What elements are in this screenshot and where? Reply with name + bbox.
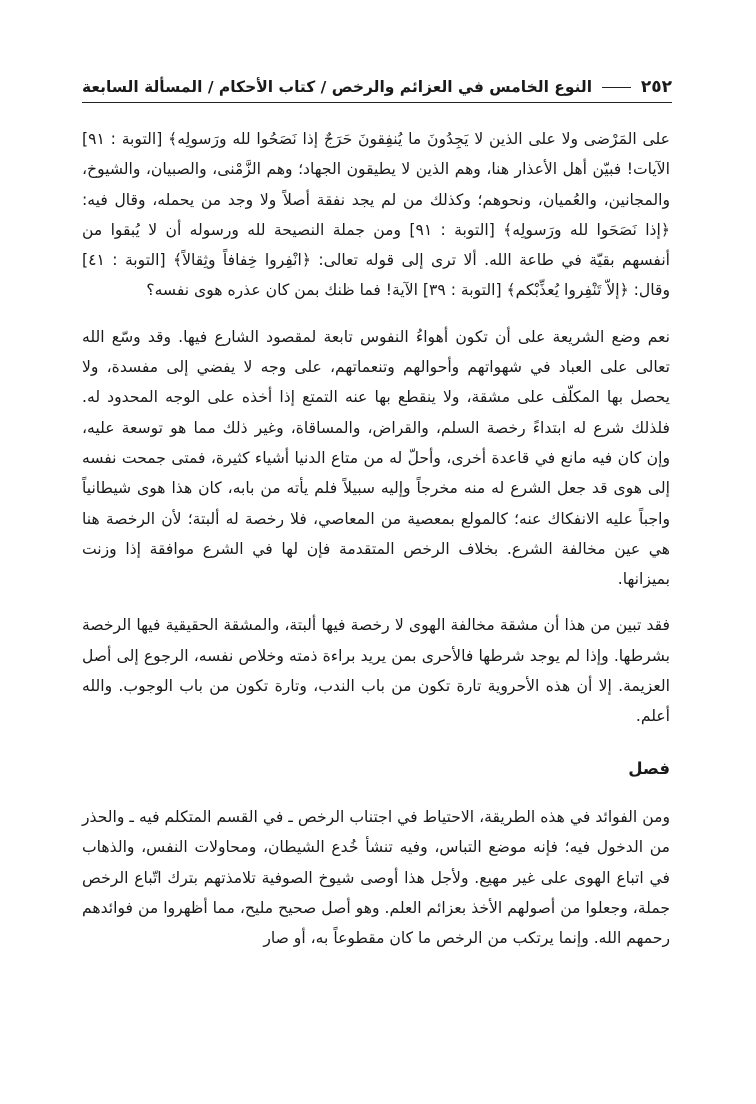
paragraph: فقد تبين من هذا أن مشقة مخالفة الهوى لا رخصة فيها ألبتة، والمشقة الحقيقية فيها الرخصة بشرطها. وإذا لم يوجد شرطها فالأحرى بمن يريد براءة ذمته وخلاص نفسه، الرجوع إلى أصل العزيمة. إلا أن هذه الأحروية تارة تكون من باب الندب، وتارة تكون من باب الوجوب. والله أعلم. xyxy=(82,616,670,726)
main-text xyxy=(82,124,670,953)
paragraph: على المَرْضى ولا على الذين لا يَجِدُونَ ما يُنفِقونَ حَرَجٌ إذا نَصَحُوا لله ورَسولِه﴾ [التوبة : ٩١] الآيات! فبيّن أهل الأعذار هنا، وهم الذين لا يطيقون الجهاد؛ وهم الزَّمْنى، والصبيان، والشيوخ، والمجانين، والعُميان، ونحوهم؛ وكذلك من لم يجد نفقة أصلاً ولا وجد من يحمله، وقال فيه: ﴿إذا نَصَحَوا لله ورَسولِه﴾ [التوبة : ٩١] ومن جملة النصيحة لله ورسوله أن لا يُبقوا من أنفسهم بقيّة في طاعة الله. ألا ترى إلى قوله تعالى: ﴿انْفِروا خِفافاً وثِقالاً﴾ [التوبة : ٤١] وقال: ﴿إلاّ تَنْفِروا يُعذِّبْكم﴾ [التوبة : ٣٩] الآية! فما ظنك بمن كان عذره هوى نفسه؟ xyxy=(82,130,670,300)
paragraph: نعم وضع الشريعة على أن تكون أهواءُ النفوس تابعة لمقصود الشارع فيها. وقد وسّع الله تعالى على العباد في شهواتهم وأحوالهم وتنعماتهم، على وجه لا يفضي إلى مفسدة، ولا يحصل بها المكلّف على مشقة، ولا ينقطع بها عنه التمتع إذا أخذه على الوجه المحدود له. فلذلك شرع له ابتداءً رخصة السلم، والقراض، والمساقاة، وغير ذلك مما هو توسعة عليه، وإن كان فيه مانع في قاعدة أخرى، وأحلّ له من متاع الدنيا أشياء كثيرة، فمتى جمحت نفسه إلى هوى قد جعل الشرع له منه مخرجاً وإليه سبيلاً فلم يأته من بابه، كان هذا هوى شيطانياً واجباً عليه الانفكاك عنه؛ كالمولع بمعصية من المعاصي، فلا رخصة له ألبتة؛ لأن الرخصة هنا هي عين مخالفة الشرع. بخلاف الرخص المتقدمة فإن لها في الشرع موافقة إذا وزنت بميزانها. xyxy=(82,327,670,589)
section-heading: فصل xyxy=(628,758,670,778)
running-header-title: النوع الخامس في العزائم والرخص / كتاب الأحكام / المسألة السابعة xyxy=(82,78,593,96)
page-number: ٢٥٢ xyxy=(640,77,672,97)
header-dash-rule xyxy=(602,87,631,88)
running-header xyxy=(82,72,672,103)
paragraph: ومن الفوائد في هذه الطريقة، الاحتياط في اجتناب الرخص ـ في القسم المتكلم فيه ـ والحذر من الدخول فيه؛ فإنه موضع التباس، وفيه تنشأ خُدع الشيطان، ومحاولات النفس، والذهاب في اتباع الهوى على غير مهيع. ولأجل هذا أوصى شيوخ الصوفية تلامذتهم بترك اتّباع الرخص جملة، وجعلوا من أصولهم الأخذ بعزائم العلم. وهو أصل صحيح مليح، مما أظهروا من فوائدهم رحمهم الله. وإنما يرتكب من الرخص ما كان مقطوعاً به، أو صار xyxy=(82,807,670,948)
